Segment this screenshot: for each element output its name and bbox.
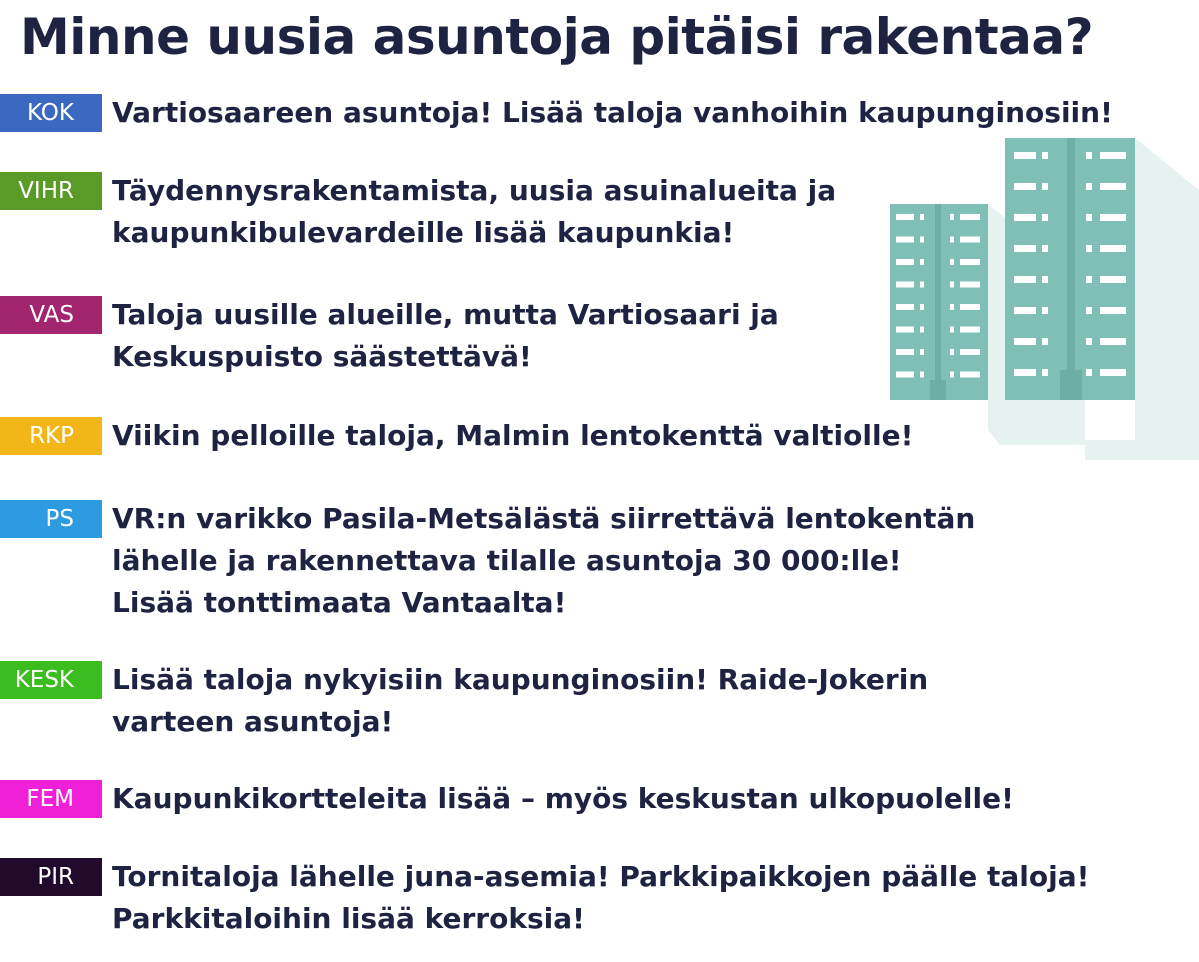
party-badge: VIHR [0,172,102,210]
statement-line: varteen asuntoja! [112,705,394,738]
statement-line: lähelle ja rakennettava tilalle asuntoja 30 000:lle! [112,544,902,577]
statement-line: Keskuspuisto säästettävä! [112,340,532,373]
statement-line: Vartiosaareen asuntoja! Lisää taloja vanhoihin kaupunginosiin! [112,96,1113,129]
page-title: Minne uusia asuntoja pitäisi rakentaa? [20,8,1094,66]
party-statement [112,170,836,254]
party-statement [112,659,928,743]
statement-line: VR:n varikko Pasila-Metsälästä siirrettävä lentokentän [112,502,976,535]
statement-line: kaupunkibulevardeille lisää kaupunkia! [112,216,735,249]
party-statement [112,856,1089,940]
party-badge: KESK [0,661,102,699]
party-badge: FEM [0,780,102,818]
party-badge: KOK [0,94,102,132]
party-badge: VAS [0,296,102,334]
statement-line: Täydennysrakentamista, uusia asuinalueita ja [112,174,837,207]
party-statement [112,415,913,457]
party-statement [112,498,975,624]
statement-line: Viikin pelloille taloja, Malmin lentokenttä valtiolle! [112,419,914,452]
party-statement [112,294,779,378]
statement-line: Parkkitaloihin lisää kerroksia! [112,902,585,935]
party-badge: PIR [0,858,102,896]
statement-line: Kaupunkikortteleita lisää – myös keskustan ulkopuolelle! [112,782,1014,815]
statement-line: Lisää tonttimaata Vantaalta! [112,586,567,619]
statement-line: Taloja uusille alueille, mutta Vartiosaari ja [112,298,779,331]
party-statement [112,778,1014,820]
statement-line: Tornitaloja lähelle juna-asemia! Parkkipaikkojen päälle taloja! [112,860,1090,893]
party-badge: RKP [0,417,102,455]
apartment-buildings-icon [880,130,1199,465]
statement-line: Lisää taloja nykyisiin kaupunginosiin! Raide-Jokerin [112,663,929,696]
party-badge: PS [0,500,102,538]
party-statement [112,92,1113,134]
